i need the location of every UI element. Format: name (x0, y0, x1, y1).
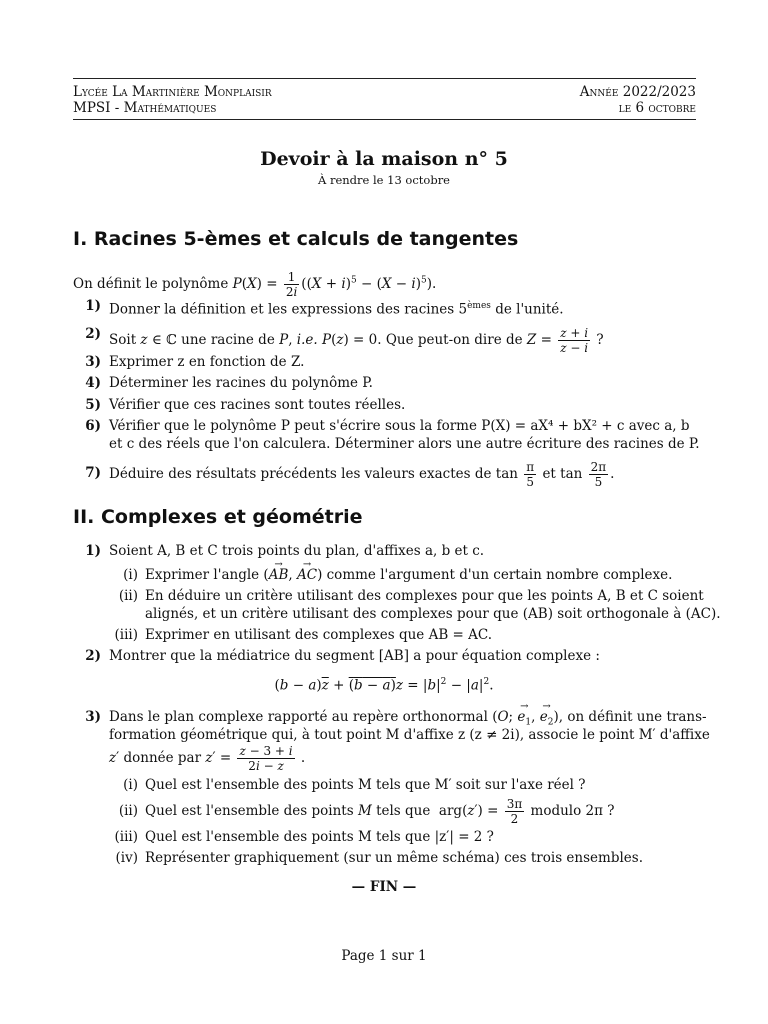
s2-q3-line3: z′ donnée par z′ = $\frac{z - 3 + i}{2i - z}$ . (109, 744, 306, 773)
s1-q4: Déterminer les racines du polynôme P. (109, 375, 373, 391)
s2-q1-iii: Exprimer en utilisant des complexes que AB = AC. (145, 627, 493, 643)
class-name: MPSI - Mathématiques (73, 100, 217, 116)
document-page: Lycée La Martinière Monplaisir Année 2022/2023 MPSI - Mathématiques le 6 octobre Devoir à la maison n° 5 À rendre le 13 octobre I. Racines 5-èmes et calculs de tangentes On définit le polynôme P(X) = $\frac{1}{2i}$ $((X + i)^5 - (X - i)^5)$. 1) Donner la définition et les expressions des racines 5èmes de l'unité. 2) Soit z ∈ ℂ une racine de P, i.e. P(z) = 0. Que peut-on dire de Z = $\frac{z + i}{z - i}$ ? 3) Exprimer z en fonction de Z. 4) Déterminer les racines du polynôme P. 5) Vérifier que ces racines sont toutes réelles. 6) Vérifier que le polynôme P peut s'écrire sous la forme P(X) = aX⁴ + bX² + c avec a, b et c des réels que l'on calculera. Déterminer alors une autre écriture des racines de P. 7) Déduire des résultats précédents les valeurs exactes de tan $\frac{\pi}{5}$ et tan $\frac{2\pi}{5}$ . II. Complexes et géométrie 1) Soient A, B et C trois points du plan, d'affixes a, b et c. (i) Exprimer l'angle (→ AB, → AC) comme l'argument d'un certain nombre complexe. (ii) En déduire un critère utilisant des complexes pour que les points A, B et C soient alignés, et un critère utilisant des complexes pour que (AB) soit orthogonale à (AC). (iii) Exprimer en utilisant des complexes que AB = AC. 2) Montrer que la médiatrice du segment [AB] a pour équation complexe : $(b - a)\overline{z} + (b - a)z = |b|^2 - |a|^2$. 3) Dans le plan complexe rapporté au repère orthonormal (O; → $e_1$, → $e_2$), on définit une trans- formation géométrique qui, à tout point M d'affixe z (z ≠ 2i), associe le point M′ d'affixe z′ donnée par z′ = $\frac{z - 3 + i}{2i - z}$ . (i) Quel est l'ensemble des points M tels que M′ soit sur l'axe réel ? (ii) Quel est l'ensemble des points M tels que arg(z′) = $\frac{3\pi}{2}$ modulo 2π ? (iii) Quel est l'ensemble des points M tels que |z′| = 2 ? (iv) Représenter graphiquement (sur un même schéma) ces trois ensembles. — FIN — Page 1 sur 1 (0, 0, 768, 1024)
s1-q6-line1: Vérifier que le polynôme P peut s'écrire sous la forme P(X) = aX⁴ + bX² + c avec a, b (109, 418, 690, 434)
s1-intro: On définit le polynôme P(X) = $\frac{1}{2i}$ $((X + i)^5 - (X - i)^5)$. (73, 270, 437, 299)
header-bottom-rule (73, 119, 696, 120)
school-name: Lycée La Martinière Monplaisir (73, 84, 272, 100)
s1-q2: Soit z ∈ ℂ une racine de P, i.e. P(z) = 0. Que peut-on dire de Z = $\frac{z + i}{z - i}$ ? (109, 326, 604, 355)
s2-q3-line2: formation géométrique qui, à tout point M d'affixe z (z ≠ 2i), associe le point M′ d'affixe (109, 727, 710, 743)
s2-q2: Montrer que la médiatrice du segment [AB] a pour équation complexe : (109, 648, 600, 664)
s2-q3-ii: Quel est l'ensemble des points M tels que arg(z′) = $\frac{3\pi}{2}$ modulo 2π ? (145, 797, 615, 826)
header-date: le 6 octobre (618, 100, 696, 116)
s2-q3-iii: Quel est l'ensemble des points M tels que |z′| = 2 ? (145, 829, 494, 845)
s2-q1-i: Exprimer l'angle (→ AB, → AC) comme l'argument d'un certain nombre complexe. (145, 567, 672, 584)
s2-q1: Soient A, B et C trois points du plan, d'affixes a, b et c. (109, 543, 485, 559)
school-year: Année 2022/2023 (579, 84, 696, 100)
s1-q3: Exprimer z en fonction de Z. (109, 354, 305, 370)
page-title: Devoir à la maison n° 5 (260, 148, 508, 170)
s1-q7: Déduire des résultats précédents les valeurs exactes de tan $\frac{\pi}{5}$ et tan $\frac{2\pi}{5}$ . (109, 460, 615, 489)
s1-q6-line2: et c des réels que l'on calculera. Déterminer alors une autre écriture des racines de P. (109, 436, 700, 452)
s2-q1-ii-line2: alignés, et un critère utilisant des complexes pour que (AB) soit orthogonale à (AC). (145, 606, 721, 622)
s1-q1: Donner la définition et les expressions des racines 5èmes de l'unité. (109, 301, 564, 318)
section-1-heading: I. Racines 5-èmes et calculs de tangentes (73, 228, 519, 250)
s2-q3-i: Quel est l'ensemble des points M tels que M′ soit sur l'axe réel ? (145, 777, 586, 793)
end-marker: — FIN — (351, 879, 417, 895)
page-footer: Page 1 sur 1 (341, 948, 427, 964)
header-top-rule (73, 78, 696, 79)
section-2-heading: II. Complexes et géométrie (73, 506, 363, 528)
s2-q2-equation: $(b - a)\overline{z} + (b - a)z = |b|^2 - |a|^2$. (274, 677, 494, 694)
s2-q3-line1: Dans le plan complexe rapporté au repère orthonormal (O; → $e_1$, → $e_2$), on définit une trans- (109, 709, 707, 732)
s2-q3-iv: Représenter graphiquement (sur un même schéma) ces trois ensembles. (145, 850, 643, 866)
s2-q1-ii-line1: En déduire un critère utilisant des complexes pour que les points A, B et C soient (145, 588, 704, 604)
s1-q5: Vérifier que ces racines sont toutes réelles. (109, 397, 406, 413)
page-subtitle: À rendre le 13 octobre (318, 173, 450, 187)
